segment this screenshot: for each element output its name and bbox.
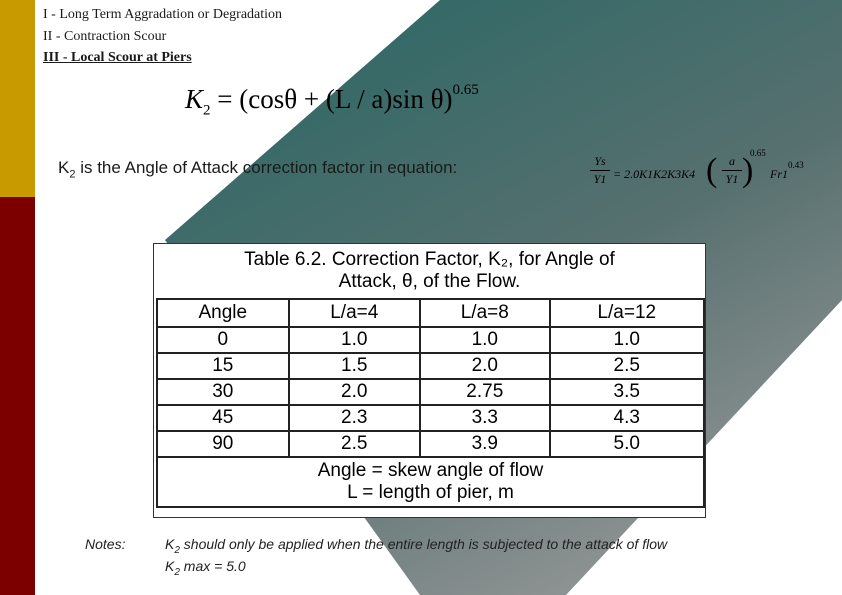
scour-eq-exp2: 0.43 — [788, 160, 804, 170]
table-caption — [154, 244, 705, 293]
table-row — [157, 327, 704, 353]
scour-eq-denominator: Y1 — [593, 172, 607, 186]
table-footer-line1: Angle = skew angle of flow — [317, 460, 544, 481]
k2-description — [58, 158, 457, 180]
outline-item-3-active[interactable]: III - Local Scour at Piers — [43, 50, 192, 65]
outline-item-2[interactable]: II - Contraction Scour — [43, 29, 167, 44]
table-cell: 2.5 — [289, 431, 421, 457]
gold-sidebar-bar — [0, 0, 35, 197]
table-caption-line2: Attack, θ, of the Flow. — [338, 271, 521, 292]
notes-line1-prefix: K — [165, 536, 175, 552]
table-cell: 1.0 — [289, 327, 421, 353]
table-row — [157, 431, 704, 457]
table-row — [157, 405, 704, 431]
correction-factor-table-box — [153, 243, 706, 518]
notes-line-2 — [165, 558, 246, 578]
table-header-cell: L/a=8 — [420, 299, 550, 327]
notes-line1-sub: 2 — [174, 544, 180, 556]
scour-eq-exp1: 0.65 — [750, 148, 766, 158]
table-cell: 3.9 — [420, 431, 550, 457]
table-cell: 15 — [157, 353, 289, 379]
table-cell: 2.0 — [420, 353, 550, 379]
table-cell: 3.5 — [550, 379, 704, 405]
desc-text: is the Angle of Attack correction factor in equation: — [75, 158, 458, 177]
table-header-cell: L/a=12 — [550, 299, 704, 327]
scour-equation: Ys Y1 = 2.0K1K2K3K4 ( a Y1 ) 0.65 Fr1 0.43 — [590, 148, 820, 196]
table-row — [157, 353, 704, 379]
eq-lhs-sub: 2 — [203, 102, 211, 119]
notes-line2-text: max = 5.0 — [179, 558, 246, 574]
desc-prefix: K — [58, 158, 70, 177]
table-cell: 0 — [157, 327, 289, 353]
table-cell: 30 — [157, 379, 289, 405]
scour-eq-middle: = 2.0K1K2K3K4 — [613, 167, 696, 181]
table-caption-line1: Table 6.2. Correction Factor, K₂, for Angle of — [244, 249, 615, 270]
table-cell: 1.0 — [550, 327, 704, 353]
table-header-cell: Angle — [157, 299, 289, 327]
scour-eq-inner-numerator: a — [729, 154, 735, 168]
scour-eq-froude: Fr1 — [770, 167, 788, 181]
correction-factor-table — [156, 298, 705, 508]
red-sidebar-bar — [0, 197, 35, 595]
table-footer-row — [157, 457, 704, 507]
notes-label: Notes: — [85, 536, 126, 552]
table-cell: 1.5 — [289, 353, 421, 379]
eq-exponent: 0.65 — [452, 82, 479, 98]
table-cell: 2.5 — [550, 353, 704, 379]
table-cell: 1.0 — [420, 327, 550, 353]
table-cell: 2.75 — [420, 379, 550, 405]
table-row — [157, 379, 704, 405]
table-cell: 4.3 — [550, 405, 704, 431]
table-header-row — [157, 299, 704, 327]
outline-item-1[interactable]: I - Long Term Aggradation or Degradation — [43, 7, 283, 22]
table-cell: 90 — [157, 431, 289, 457]
eq-rhs: = (cosθ + (L / a)sin θ) — [217, 84, 453, 114]
table-footer-cell — [157, 457, 704, 507]
k2-equation — [185, 82, 479, 119]
scour-eq-inner-denominator: Y1 — [725, 172, 739, 186]
desc-sub: 2 — [69, 168, 76, 181]
notes-line2-sub: 2 — [174, 566, 180, 578]
table-cell: 2.3 — [289, 405, 421, 431]
table-cell: 2.0 — [289, 379, 421, 405]
table-cell: 45 — [157, 405, 289, 431]
scour-eq-numerator: Ys — [594, 154, 606, 168]
table-footer-line2: L = length of pier, m — [347, 482, 514, 503]
eq-lhs: K — [185, 84, 204, 114]
table-cell: 5.0 — [550, 431, 704, 457]
table-header-cell: L/a=4 — [289, 299, 421, 327]
notes-line1-text: should only be applied when the entire length is subjected to the attack of flow — [179, 536, 668, 552]
table-cell: 3.3 — [420, 405, 550, 431]
notes-line-1 — [165, 536, 667, 556]
notes-line2-prefix: K — [165, 558, 175, 574]
